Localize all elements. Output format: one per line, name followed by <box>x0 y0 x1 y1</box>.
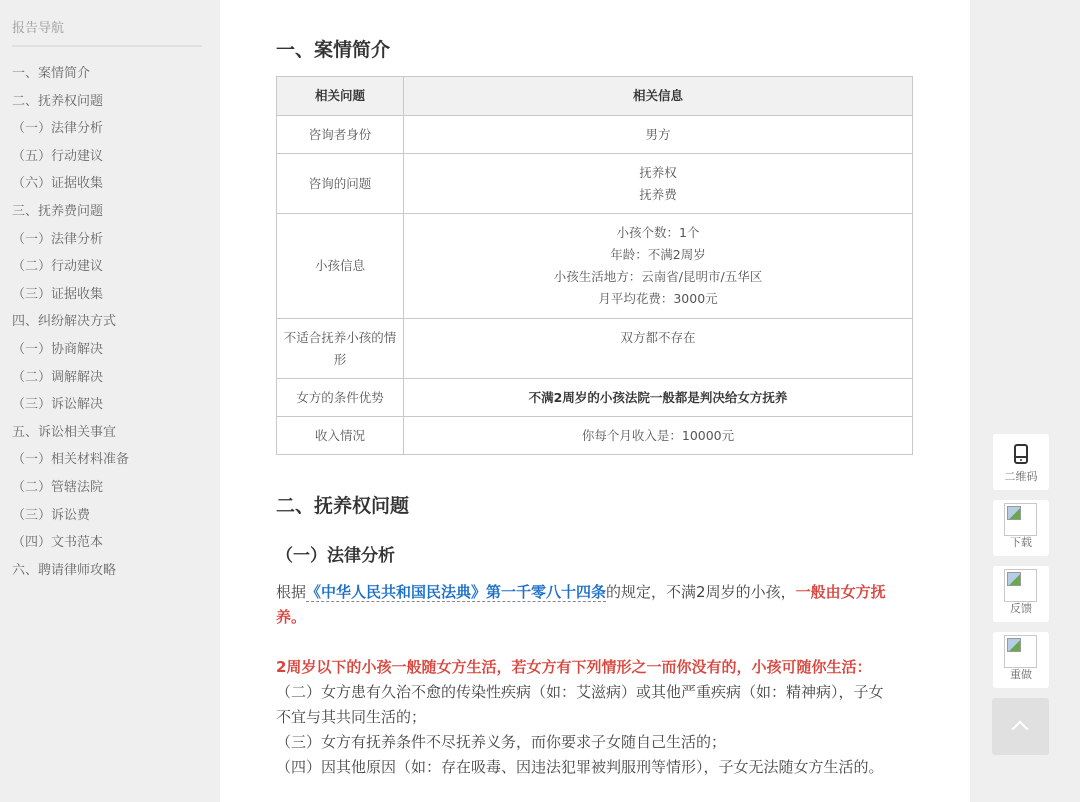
header-info: 相关信息 <box>404 77 913 116</box>
nav-item-litigation-matters[interactable]: 五、诉讼相关事宜 <box>12 424 117 440</box>
sidebar-title: 报告导航 <box>12 21 65 36</box>
info-line: 不满2周岁的小孩法院一般都是判决给女方抚养 <box>528 389 788 405</box>
redo-label: 重做 <box>1010 668 1032 681</box>
emphasis-text: 一般由女方抚养 <box>276 583 886 626</box>
section-title-custody: 二、抚养权问题 <box>276 495 410 517</box>
condition-item: （四）因其他原因（如：存在吸毒、因违法犯罪被判服刑等情形），子女无法随女方生活的。 <box>276 758 884 776</box>
report-content <box>220 0 970 802</box>
case-summary-table <box>276 76 913 455</box>
nav-item-custody-action-advice[interactable]: （五）行动建议 <box>12 148 104 164</box>
nav-item-mediation[interactable]: （二）调解解决 <box>12 369 104 385</box>
nav-item-custody-legal-analysis[interactable]: （一）法律分析 <box>12 121 104 137</box>
nav-item-litigation-fee[interactable]: （三）诉讼费 <box>12 507 91 523</box>
row-info <box>404 116 913 154</box>
nav-item-fee-action-advice[interactable]: （二）行动建议 <box>12 259 104 275</box>
row-question: 不适合抚养小孩的情形 <box>277 319 404 379</box>
row-info <box>404 417 913 455</box>
nav-item-case-summary[interactable]: 一、案情简介 <box>12 66 91 81</box>
nav-item-litigation[interactable]: （三）诉讼解决 <box>12 397 104 413</box>
row-question: 小孩信息 <box>277 214 404 319</box>
nav-item-negotiation[interactable]: （一）协商解决 <box>12 341 104 357</box>
back-to-top-button[interactable] <box>992 698 1049 755</box>
table-row <box>277 417 913 455</box>
download-button[interactable] <box>993 500 1049 556</box>
para-text: 。 <box>291 608 307 626</box>
table-row <box>277 154 913 214</box>
nav-item-document-templates[interactable]: （四）文书范本 <box>12 535 104 551</box>
info-line: 月平均花费：3000元 <box>598 291 718 306</box>
redo-button[interactable] <box>993 632 1049 688</box>
nav-item-custody[interactable]: 二、抚养权问题 <box>12 93 104 109</box>
info-line: 男方 <box>645 126 671 142</box>
nav-item-support-fee[interactable]: 三、抚养费问题 <box>12 203 104 219</box>
info-line: 年龄：不满2周岁 <box>610 247 706 262</box>
info-line: 小孩生活地方：云南省/昆明市/五华区 <box>553 269 763 284</box>
nav-item-custody-evidence[interactable]: （六）证据收集 <box>12 176 104 192</box>
broken-image-icon <box>1004 569 1037 602</box>
info-line: 抚养权 <box>639 164 677 180</box>
table-row <box>277 116 913 154</box>
sidebar-divider <box>12 45 202 47</box>
para-text: 根据 <box>276 583 307 601</box>
nav-item-fee-legal-analysis[interactable]: （一）法律分析 <box>12 231 104 247</box>
conditions-paragraph <box>276 655 896 780</box>
section-title-case-summary: 一、案情简介 <box>276 39 391 61</box>
condition-item: （二）女方患有久治不愈的传染性疾病（如：艾滋病）或其他严重疾病（如：精神病），子女不宜与其共同生活的； <box>276 683 884 726</box>
nav-item-fee-evidence[interactable]: （三）证据收集 <box>12 286 104 302</box>
nav-item-materials[interactable]: （一）相关材料准备 <box>12 452 130 468</box>
nav-item-jurisdiction[interactable]: （二）管辖法院 <box>12 479 104 495</box>
nav-item-dispute-resolution[interactable]: 四、纠纷解决方式 <box>12 314 117 330</box>
qrcode-label: 二维码 <box>1004 470 1038 483</box>
download-label: 下载 <box>1010 536 1032 549</box>
table-row <box>277 379 913 417</box>
info-line: 抚养费 <box>639 186 677 202</box>
row-info <box>404 379 913 417</box>
row-question: 咨询者身份 <box>277 116 404 154</box>
info-line: 双方都不存在 <box>620 330 696 345</box>
civil-code-article-link[interactable]: 《中华人民共和国民法典》第一千零八十四条 <box>306 583 607 601</box>
nav-item-hire-lawyer[interactable]: 六、聘请律师攻略 <box>12 562 117 578</box>
table-header-row <box>277 77 913 116</box>
feedback-button[interactable] <box>993 566 1049 622</box>
info-line: 小孩个数：1个 <box>616 225 700 240</box>
condition-item: （三）女方有抚养条件不尽抚养义务，而你要求子女随自己生活的； <box>276 733 727 751</box>
chevron-up-icon <box>1012 721 1029 738</box>
report-navigation-sidebar <box>0 0 220 802</box>
para-text: 的规定，不满2周岁的小孩， <box>606 583 796 601</box>
info-line: 你每个月收入是：10000元 <box>581 427 735 443</box>
header-question: 相关问题 <box>277 77 404 116</box>
row-question: 咨询的问题 <box>277 154 404 214</box>
conditions-emphasis: 2周岁以下的小孩一般随女方生活，若女方有下列情形之一而你没有的，小孩可随你生活： <box>276 658 872 676</box>
table-row <box>277 319 913 379</box>
qrcode-button[interactable] <box>993 434 1049 490</box>
broken-image-icon <box>1004 503 1037 536</box>
subsection-title-legal-analysis: （一）法律分析 <box>276 546 395 566</box>
legal-analysis-paragraph <box>276 580 896 630</box>
row-info <box>404 154 913 214</box>
row-question: 收入情况 <box>277 417 404 455</box>
row-info <box>404 214 913 319</box>
row-question: 女方的条件优势 <box>277 379 404 417</box>
broken-image-icon <box>1004 635 1037 668</box>
phone-icon <box>1014 444 1028 464</box>
feedback-label: 反馈 <box>1010 602 1032 615</box>
table-row <box>277 214 913 319</box>
row-info <box>404 319 913 379</box>
